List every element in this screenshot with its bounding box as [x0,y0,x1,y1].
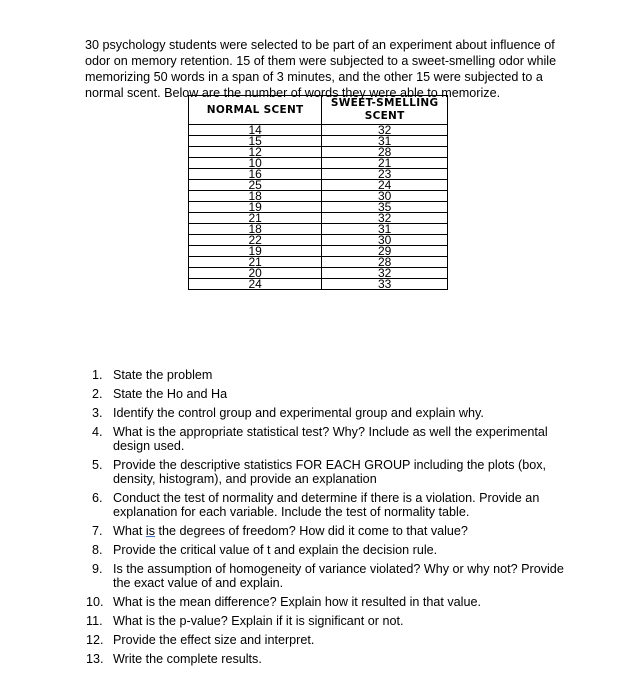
question-number: 6. [92,491,103,505]
normal-value: 16 [189,169,322,180]
intro-paragraph: 30 psychology students were selected to be part of an experiment about influence of odor on memory retention. 15 of them were subjected to a sweet-smelling odor while memorizing 50 words in a span of 3 minutes, and the other 15 were subjected to a normal scent. Below are the number of words they were able to memorize. [85,37,557,100]
sweet-value: 23 [322,169,448,180]
question-text: Is the assumption of homogeneity of variance violated? Why or why not? Provide the exact value of and explain. [113,562,564,590]
question-text-underlined: is [145,524,156,538]
table-row [189,202,448,213]
question-item [92,368,572,382]
question-number: 9. [92,562,103,576]
table-row [189,136,448,147]
normal-value: 25 [189,180,322,191]
question-number: 13. [86,652,104,666]
normal-value: 15 [189,136,322,147]
data-table [188,95,448,290]
table-header-row [189,96,448,125]
table-row [189,180,448,191]
question-item [92,406,572,420]
question-item [92,425,572,453]
question-number: 1. [92,368,103,382]
normal-value: 19 [189,202,322,213]
question-number: 2. [92,387,103,401]
question-list [86,368,572,671]
question-item [92,562,572,590]
normal-value: 14 [189,125,322,136]
table-row [189,268,448,279]
question-item [92,387,572,401]
question-text: Provide the descriptive statistics FOR EACH GROUP including the plots (box, density, histogram), and provide an explanation [113,458,547,486]
table-row [189,224,448,235]
header-normal-scent: NORMAL SCENT [189,96,322,125]
question-text: What is the p-value? Explain if it is significant or not. [113,614,404,628]
table-row [189,125,448,136]
table-row [189,279,448,290]
question-item [86,633,572,647]
question-text: Provide the effect size and interpret. [113,633,315,647]
sweet-value: 35 [322,202,448,213]
question-number: 4. [92,425,103,439]
sweet-value: 31 [322,136,448,147]
question-item [86,614,572,628]
sweet-value: 32 [322,268,448,279]
question-text: Conduct the test of normality and determine if there is a violation. Provide an explanation for each variable. Include the test of normality table. [113,491,540,519]
question-number: 12. [86,633,104,647]
sweet-value: 28 [322,147,448,158]
question-item [92,458,572,486]
sweet-value: 21 [322,158,448,169]
question-text: State the problem [113,368,213,382]
sweet-value: 24 [322,180,448,191]
normal-value: 21 [189,257,322,268]
table-row [189,191,448,202]
table-row [189,169,448,180]
question-number: 5. [92,458,103,472]
question-text-after: the degrees of freedom? How did it come to that value? [155,524,468,538]
sweet-value: 30 [322,235,448,246]
normal-value: 21 [189,213,322,224]
question-item [86,595,572,609]
question-number: 3. [92,406,103,420]
sweet-value: 32 [322,125,448,136]
question-item [86,652,572,666]
sweet-value: 29 [322,246,448,257]
normal-value: 10 [189,158,322,169]
normal-value: 19 [189,246,322,257]
sweet-value: 33 [322,279,448,290]
normal-value: 22 [189,235,322,246]
sweet-value: 31 [322,224,448,235]
normal-value: 24 [189,279,322,290]
table-row [189,257,448,268]
sweet-value: 32 [322,213,448,224]
question-text: State the Ho and Ha [113,387,228,401]
question-item [92,543,572,557]
normal-value: 20 [189,268,322,279]
sweet-value: 30 [322,191,448,202]
question-text: What is the appropriate statistical test? Why? Include as well the experimental design used. [113,425,548,453]
question-text: Provide the critical value of t and explain the decision rule. [113,543,438,557]
table-row [189,246,448,257]
question-text: Write the complete results. [113,652,262,666]
sweet-value: 28 [322,257,448,268]
normal-value: 12 [189,147,322,158]
question-number: 8. [92,543,103,557]
question-text [113,524,468,538]
question-text: What is the mean difference? Explain how it resulted in that value. [113,595,481,609]
question-text: Identify the control group and experimental group and explain why. [113,406,484,420]
question-item [92,491,572,519]
question-item [92,524,572,538]
table-row [189,213,448,224]
normal-value: 18 [189,191,322,202]
table-row [189,235,448,246]
table-row [189,147,448,158]
header-sweet-smelling-scent: SWEET-SMELLING SCENT [322,96,448,125]
question-text-before: What [113,524,146,538]
question-number: 10. [86,595,104,609]
table-row [189,158,448,169]
question-number: 7. [92,524,103,538]
normal-value: 18 [189,224,322,235]
question-number: 11. [86,614,103,628]
